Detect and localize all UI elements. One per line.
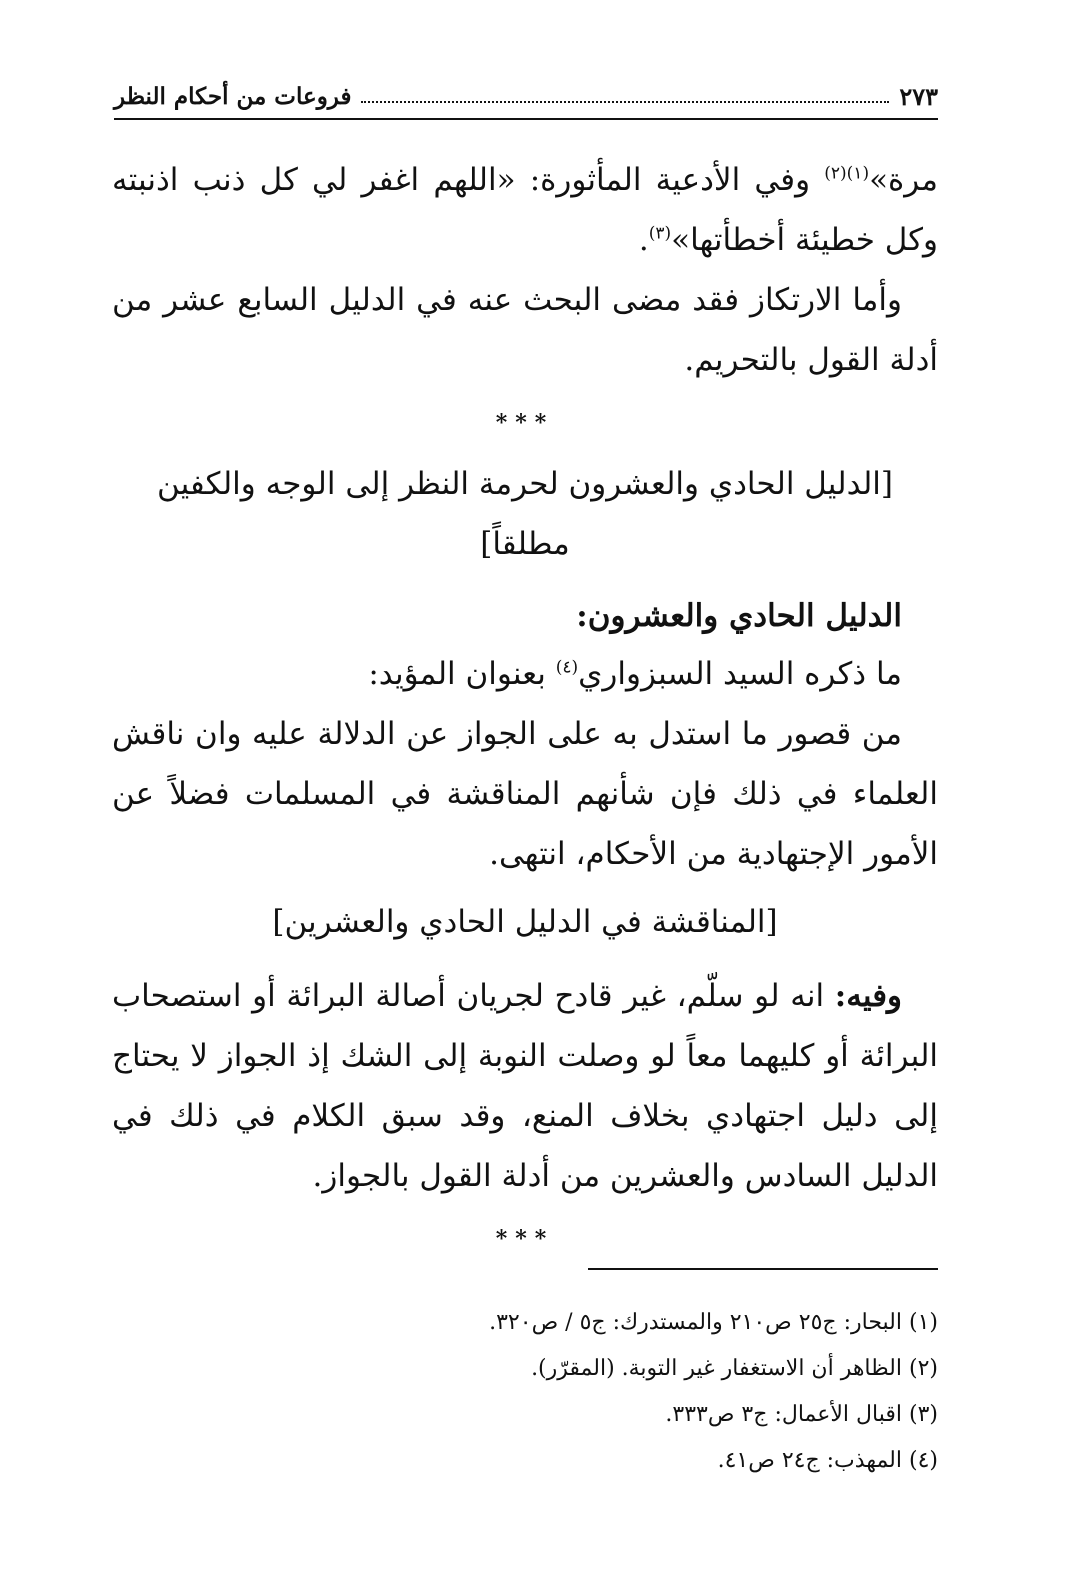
paragraph-1-end: . [638,222,649,258]
paragraph-1-text-a: مرة» [869,162,938,198]
footnote-3: (٣) اقبال الأعمال: ج٣ ص٣٣٣. [665,1402,938,1427]
footnotes [300,1300,938,1484]
paragraph-3 [112,644,938,704]
paragraph-5 [112,966,938,1206]
section-divider-stars: *** [495,410,555,436]
footnote-separator [588,1268,938,1270]
discussion-title: [المناقشة في الدليل الحادي والعشرين] [272,904,778,940]
footnote-marker-4: (٤) [555,657,579,678]
footnote-marker-3: (٣) [648,223,672,244]
header-leader-dots [361,89,889,103]
footnote-2: (٢) الظاهر أن الاستغفار غير التوبة. (المقرّر). [531,1356,938,1381]
footnote-marker-1-2: (١)(٢) [824,163,870,184]
page-body [112,150,938,1270]
evidence-subtitle: الدليل الحادي والعشرون: [576,598,902,634]
paragraph-3-text-b: بعنوان المؤيد: [368,656,556,692]
footnote-1: (١) البحار: ج٢٥ ص٢١٠ والمستدرك: ج٥ / ص٣٢٠. [489,1310,938,1335]
section-title: [الدليل الحادي والعشرون لحرمة النظر إلى الوجه والكفين مطلقاً] [156,466,893,562]
paragraph-1-text-b: وفي الأدعية المأثورة: «اللهم اغفر لي كل ذنب اذنبته وكل خطيئة أخطأتها» [112,162,938,258]
paragraph-5-text: انه لو سلّم، غير قادح لجريان أصالة البرائة أو استصحاب البرائة أو كليهما معاً لو وصلت النوبة إلى الشك إذ الجواز لا يحتاج إلى دليل اجتهادي بخلاف المنع، وقد سبق الكلام في ذلك في الدليل السادس والعشرين من أدلة القول بالجواز. [112,978,938,1194]
page-number: ٢٧٣ [899,81,938,111]
page-header [114,74,938,120]
end-divider-stars: *** [495,1226,555,1252]
paragraph-3-text-a: ما ذكره السيد السبزواري [578,656,902,692]
paragraph-5-label: وفيه: [834,978,902,1014]
footnote-4: (٤) المهذب: ج٢٤ ص٤١. [717,1448,938,1473]
paragraph-1 [112,150,938,270]
paragraph-4-quote: من قصور ما استدل به على الجواز عن الدلالة عليه وان ناقش العلماء في ذلك فإن شأنهم المناقشة في المسلمات فضلاً عن الأمور الإجتهادية من الأحكام، انتهى. [112,716,938,872]
running-title: فروعات من أحكام النظر [114,82,352,110]
paragraph-2: وأما الارتكاز فقد مضى البحث عنه في الدليل السابع عشر من أدلة القول بالتحريم. [112,282,938,378]
